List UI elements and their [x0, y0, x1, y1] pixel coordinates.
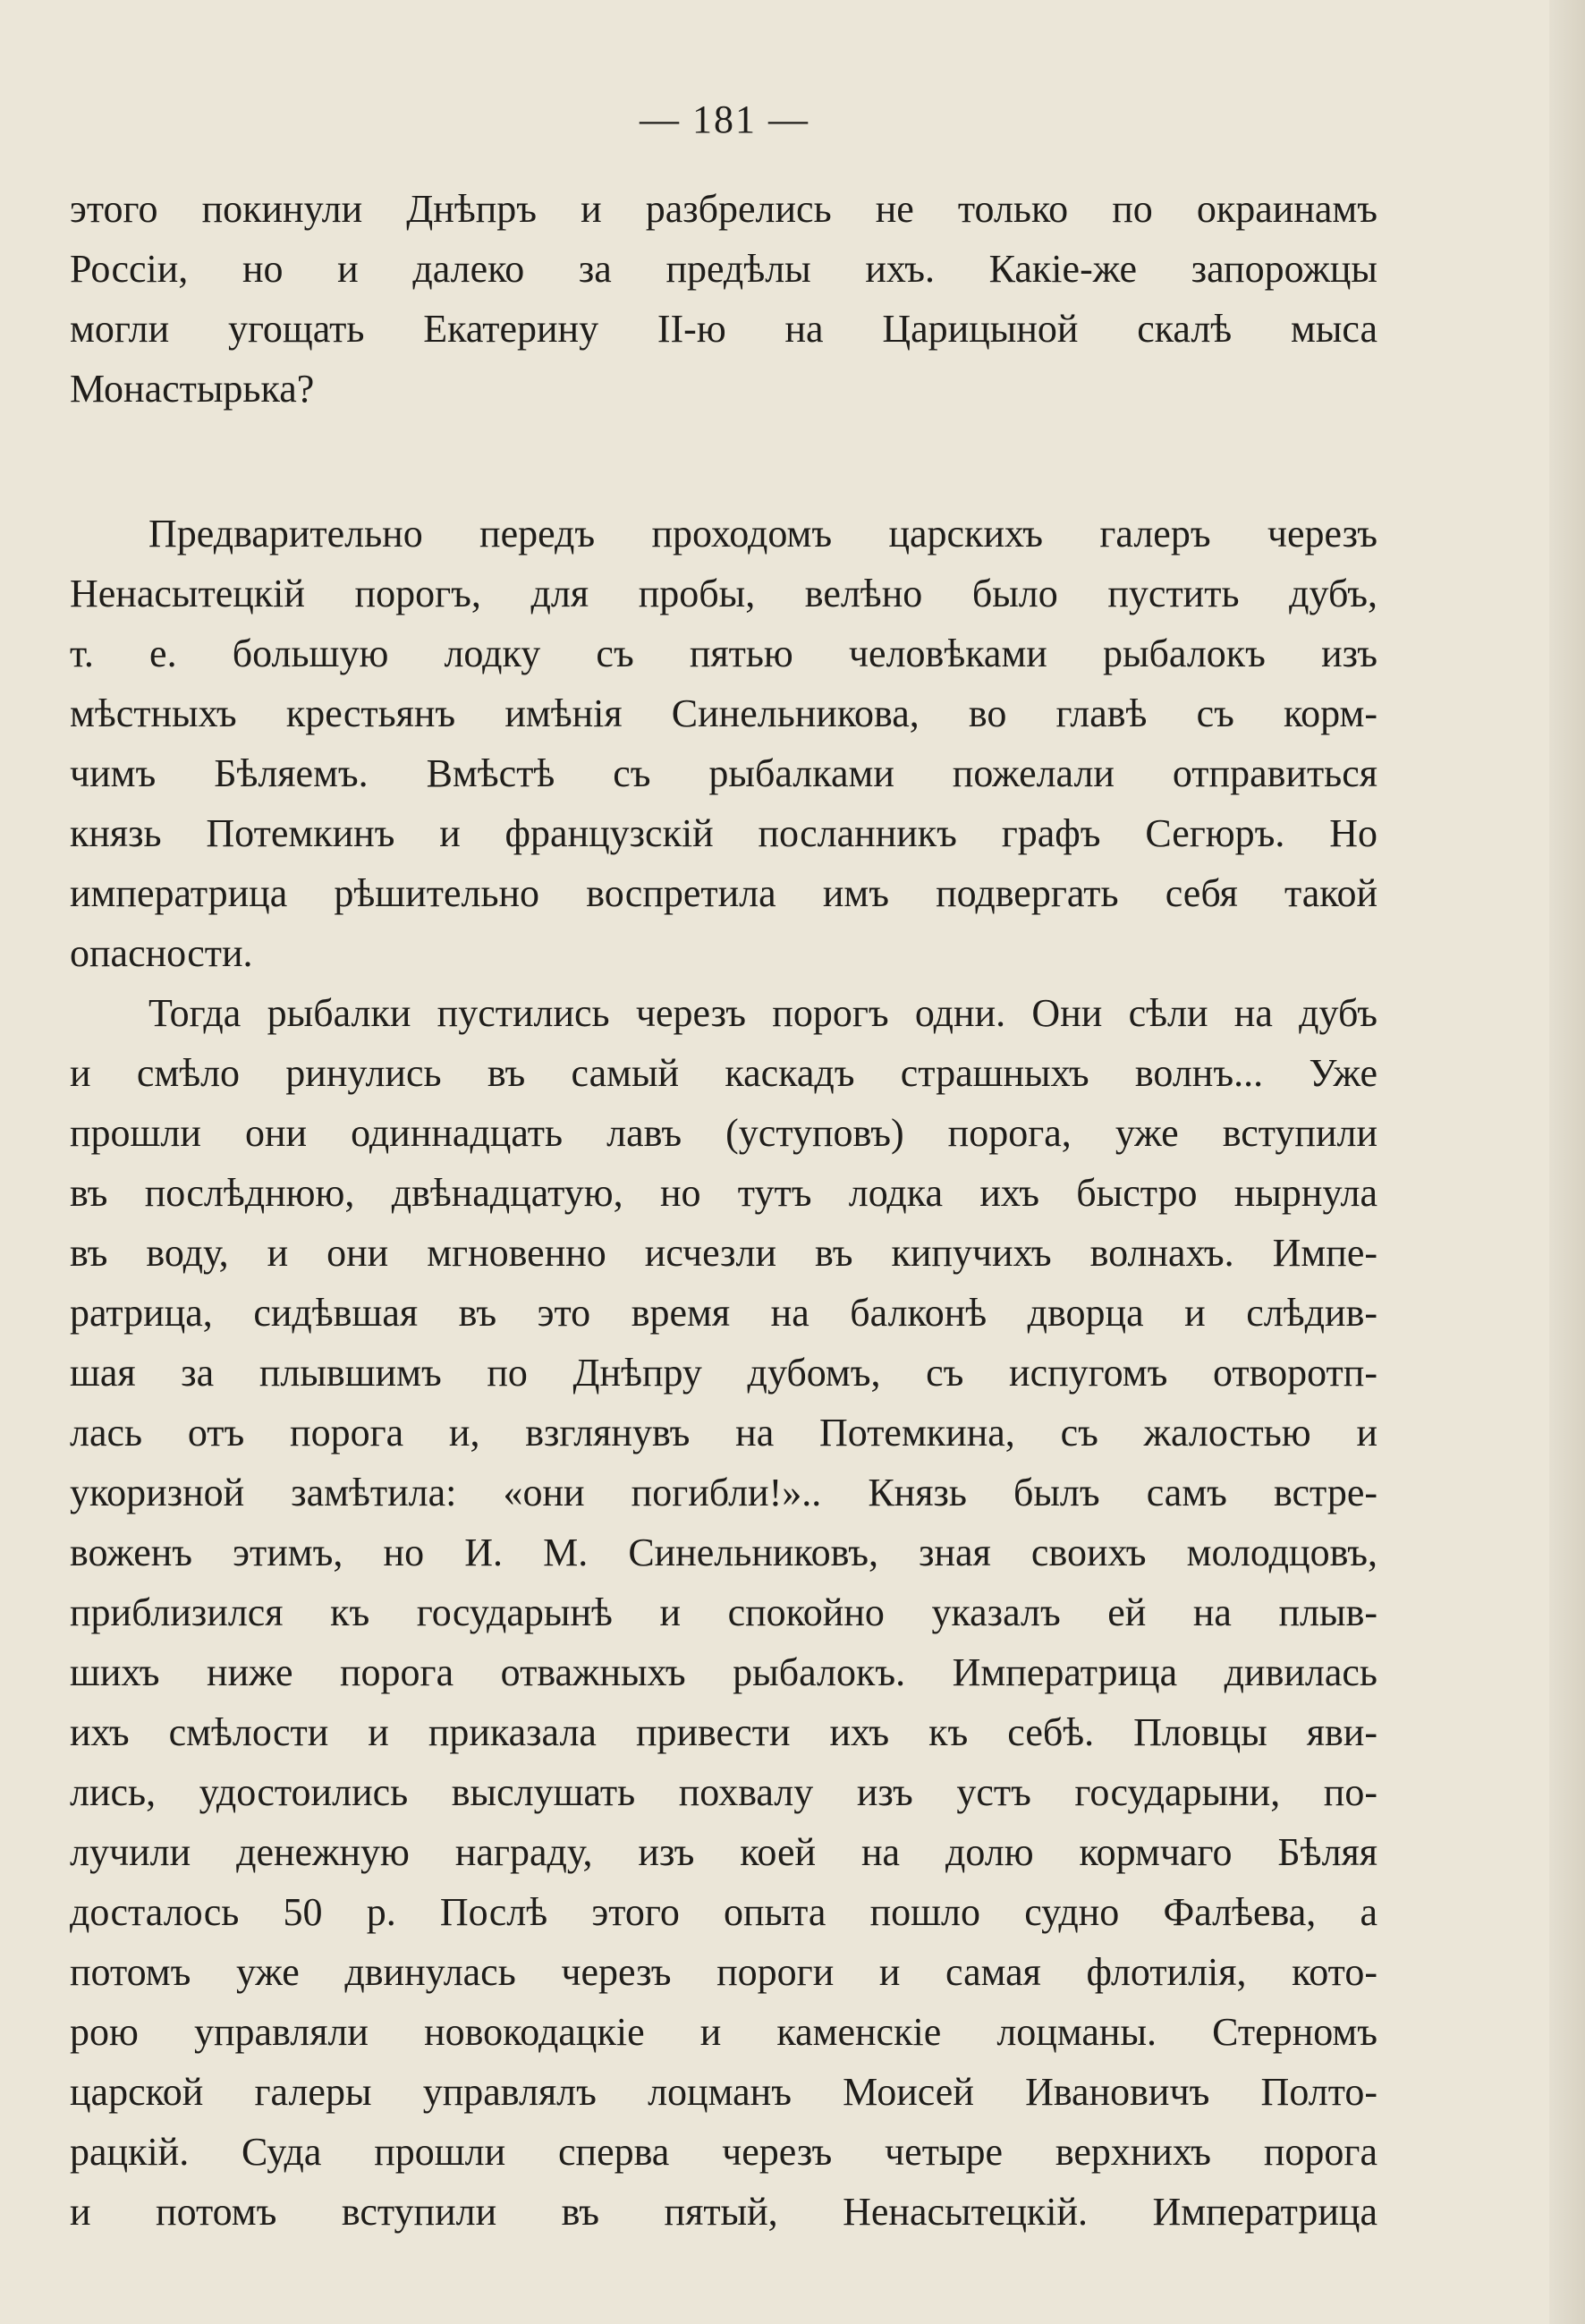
text-line: т. е. большую лодку съ пятью человѣками рыбалокъ изъ: [70, 632, 1377, 675]
text-line: Предварительно передъ проходомъ царскихъ галеръ черезъ: [148, 512, 1377, 556]
text-line: прошли они одиннадцать лавъ (уступовъ) порога, уже вступили: [70, 1111, 1377, 1155]
text-line: императрица рѣшительно воспретила имъ подвергать себя такой: [70, 871, 1377, 915]
text-line: лась отъ порога и, взглянувъ на Потемкина, съ жалостью и: [70, 1411, 1377, 1455]
text-line: лучили денежную награду, изъ коей на долю кормчаго Бѣляя: [70, 1830, 1377, 1874]
text-line: потомъ уже двинулась черезъ пороги и самая флотилія, кото-: [70, 1950, 1377, 1994]
text-line: опасности.: [70, 931, 253, 975]
text-line: приблизился къ государынѣ и спокойно указалъ ей на плыв-: [70, 1590, 1377, 1634]
text-line: шихъ ниже порога отважныхъ рыбалокъ. Императрица дивилась: [70, 1650, 1377, 1694]
text-line: Тогда рыбалки пустились черезъ порогъ одни. Они сѣли на дубъ: [148, 991, 1377, 1035]
body-text: [70, 179, 1377, 2242]
text-line: ихъ смѣлости и приказала привести ихъ къ себѣ. Пловцы яви-: [70, 1710, 1377, 1754]
text-line: Монастырька?: [70, 367, 315, 411]
text-line: чимъ Бѣляемъ. Вмѣстѣ съ рыбалками пожелали отправиться: [70, 751, 1377, 795]
text-line: мѣстныхъ крестьянъ имѣнія Синельникова, во главѣ съ корм-: [70, 691, 1377, 735]
page-number: — 181 —: [640, 98, 809, 141]
text-line: шая за плывшимъ по Днѣпру дубомъ, съ испугомъ отворотп-: [70, 1351, 1377, 1395]
text-line: досталось 50 р. Послѣ этого опыта пошло судно Фалѣева, а: [70, 1890, 1377, 1934]
text-line: лись, удостоились выслушать похвалу изъ устъ государыни, по-: [70, 1770, 1377, 1814]
text-line: царской галеры управлялъ лоцманъ Моисей Ивановичъ Полто-: [70, 2070, 1377, 2114]
text-line: князь Потемкинъ и французскій посланникъ графъ Сегюръ. Но: [70, 811, 1377, 855]
text-line: въ послѣднюю, двѣнадцатую, но тутъ лодка ихъ быстро нырнула: [70, 1171, 1377, 1215]
text-line: рацкій. Суда прошли сперва черезъ четыре верхнихъ порога: [70, 2130, 1377, 2174]
text-line: могли угощать Екатерину II-ю на Царицыной скалѣ мыса: [70, 307, 1377, 351]
text-line: рою управляли новокодацкіе и каменскіе лоцманы. Стерномъ: [70, 2010, 1377, 2054]
paragraph-1: [70, 179, 1377, 419]
paragraph-3: [70, 983, 1377, 2242]
paragraph-2: [70, 504, 1377, 983]
page-edge-shadow: [1549, 0, 1585, 2324]
text-line: этого покинули Днѣпръ и разбрелись не только по окраинамъ: [70, 187, 1377, 231]
text-line: укоризной замѣтила: «они погибли!».. Князь былъ самъ встре-: [70, 1471, 1377, 1514]
text-line: и потомъ вступили въ пятый, Ненасытецкій. Императрица: [70, 2190, 1377, 2234]
text-line: ратрица, сидѣвшая въ это время на балконѣ дворца и слѣдив-: [70, 1291, 1377, 1335]
text-line: Ненасытецкій порогъ, для пробы, велѣно было пустить дубъ,: [70, 572, 1377, 615]
text-line: воженъ этимъ, но И. М. Синельниковъ, зная своихъ молодцовъ,: [70, 1531, 1377, 1574]
paragraph-gap: [70, 419, 1377, 504]
text-line: Россіи, но и далеко за предѣлы ихъ. Какіе-же запорожцы: [70, 247, 1377, 291]
text-line: и смѣло ринулись въ самый каскадъ страшныхъ волнъ... Уже: [70, 1051, 1377, 1095]
text-line: въ воду, и они мгновенно исчезли въ кипучихъ волнахъ. Импе-: [70, 1231, 1377, 1275]
